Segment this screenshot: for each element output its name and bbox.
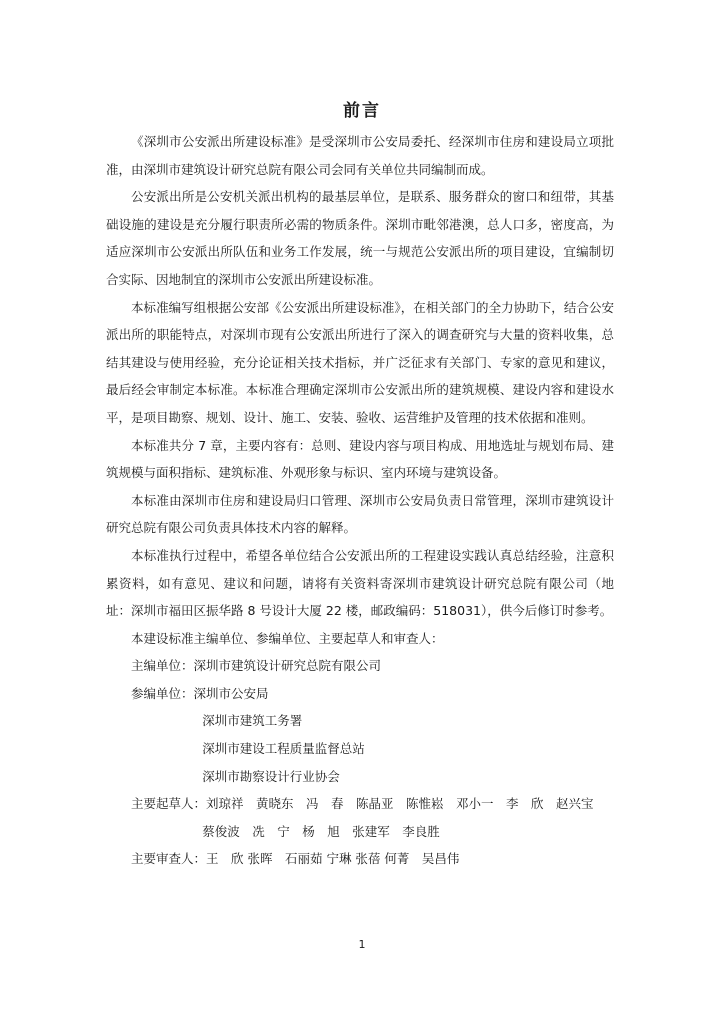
participating-unit: 深圳市建设工程质量监督总站 bbox=[202, 741, 365, 757]
paragraph: 本建设标准主编单位、参编单位、主要起草人和审查人： bbox=[131, 630, 444, 646]
page-title: 前言 bbox=[343, 101, 381, 121]
participating-unit: 参编单位：深圳市公安局 bbox=[131, 685, 269, 701]
page-number: 1 bbox=[358, 938, 366, 951]
paragraph: 公安派出所是公安机关派出机构的最基层单位，是联系、服务群众的窗口和纽带，其基础设施的建设是充分履行职责所必需的物质条件。深圳市毗邻港澳，总人口多，密度高，为适应深圳市公安派出所队伍和业务工作发展，统一与规范公安派出所的项目建设，宜编制切合实际、因地制宜的深圳市公安派出所建设标准。 bbox=[106, 189, 614, 287]
reviewers-line: 主要审查人：王 欣 张晖 石丽茹 宁琳 张蓓 何菁 吴昌伟 bbox=[131, 851, 460, 867]
paragraph: 本标准由深圳市住房和建设局归口管理、深圳市公安局负责日常管理，深圳市建筑设计研究总院有限公司负责具体技术内容的解释。 bbox=[106, 492, 614, 536]
paragraph: 《深圳市公安派出所建设标准》是受深圳市公安局委托、经深圳市住房和建设局立项批准，由深圳市建筑设计研究总院有限公司会同有关单位共同编制而成。 bbox=[106, 134, 614, 177]
paragraph: 本标准共分 7 章，主要内容有：总则、建设内容与项目构成、用地选址与规划布局、建筑规模与面积指标、建筑标准、外观形象与标识、室内环境与建筑设备。 bbox=[106, 437, 614, 481]
paragraph: 本标准执行过程中，希望各单位结合公安派出所的工程建设实践认真总结经验，注意积累资料，如有意见、建议和问题，请将有关资料寄深圳市建筑设计研究总院有限公司（地址：深圳市福田区振华路 8 号设计大厦 22 楼，邮政编码：518031），供今后修订时参考。 bbox=[106, 547, 614, 619]
participating-unit: 深圳市勘察设计行业协会 bbox=[202, 768, 340, 784]
paragraph: 本标准编写组根据公安部《公安派出所建设标准》，在相关部门的全力协助下，结合公安派出所的职能特点，对深圳市现有公安派出所进行了深入的调查研究与大量的资料收集，总结其建设与使用经验，充分论证相关技术指标，并广泛征求有关部门、专家的意见和建议，最后经会审制定本标准。本标准合理确定深圳市公安派出所的建筑规模、建设内容和建设水平，是项目勘察、规划、设计、施工、安装、验收、运营维护及管理的技术依据和准则。 bbox=[106, 299, 614, 425]
drafters-line-continued: 蔡俊波 冼 宁 杨 旭 张建军 李良胜 bbox=[202, 823, 440, 839]
participating-unit: 深圳市建筑工务署 bbox=[202, 713, 303, 729]
body-text bbox=[106, 128, 614, 873]
drafters-line: 主要起草人：刘琼祥 黄晓东 冯 春 陈晶亚 陈惟崧 邓小一 李 欣 赵兴宝 bbox=[131, 796, 594, 812]
chief-unit: 主编单位：深圳市建筑设计研究总院有限公司 bbox=[131, 658, 382, 674]
